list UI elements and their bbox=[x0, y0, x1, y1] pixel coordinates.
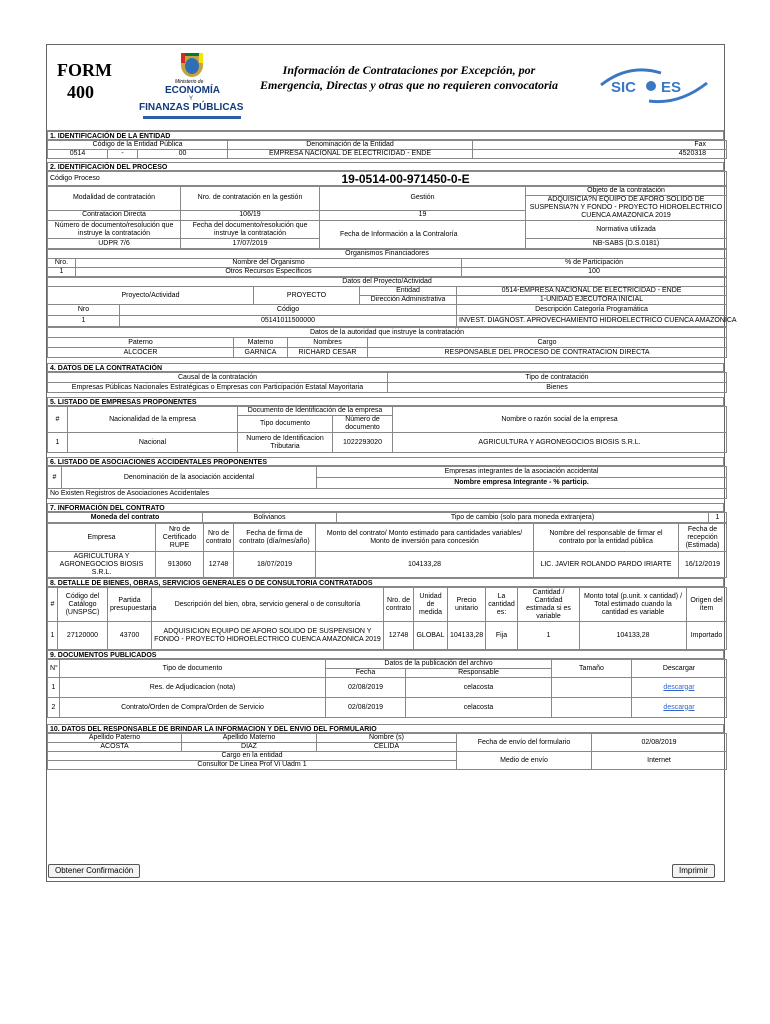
medio-envio-value: Internet bbox=[592, 752, 727, 770]
process-code-label: Código Proceso bbox=[48, 172, 128, 186]
entity-fax: 4520318 bbox=[473, 150, 727, 159]
nro-doc-label: Número de documento/resolución que instruye la contratación bbox=[48, 221, 181, 239]
org-row-porc: 100 bbox=[462, 268, 727, 277]
ministry-amp: Y bbox=[189, 96, 194, 102]
table-row bbox=[48, 678, 727, 698]
resp-cargo-label: Cargo en la entidad bbox=[48, 752, 457, 761]
ministry-color-band bbox=[143, 116, 241, 119]
doc-col-datos: Datos de la publicación del archivo bbox=[326, 660, 552, 669]
entity-name: EMPRESA NACIONAL DE ELECTRICIDAD - ENDE bbox=[228, 150, 473, 159]
contrato-row-monto: 104133,28 bbox=[316, 552, 534, 578]
causal-value: Empresas Públicas Nacionales Estratégicas o Empresas con Participación Estatal Mayoritaria bbox=[48, 383, 388, 393]
doc-row1-tipo: Res. de Adjudicacion (nota) bbox=[60, 678, 326, 698]
resp-materno: DIAZ bbox=[182, 743, 317, 752]
det-col-catalogo: Código del Catálogo (UNSPSC) bbox=[58, 588, 108, 622]
section-8-heading: 8. DETALLE DE BIENES, OBRAS, SERVICIOS GENERALES O DE CONSULTORIA CONTRATADOS bbox=[47, 578, 724, 587]
emp-col-tipo-doc: Tipo documento bbox=[238, 416, 333, 433]
asociaciones-table bbox=[47, 466, 727, 499]
responsable-table bbox=[47, 733, 727, 770]
download-link[interactable]: descargar bbox=[663, 683, 695, 691]
objeto-value: ADQUISICIA?N EQUIPO DE AFORO SOLIDO DE SUSPENSIA?N Y FONDO - PROYECTO HIDROELECTRICO CUENCA AMAZONICA 2019 bbox=[526, 196, 727, 221]
org-col-nro: Nro. bbox=[48, 259, 76, 268]
sicoes-logo-icon bbox=[599, 65, 709, 105]
asoc-col-denom: Denominación de la asociación accidental bbox=[62, 467, 317, 489]
doc-row2-resp: celacosta bbox=[406, 698, 552, 718]
det-row-precio: 104133,28 bbox=[448, 622, 486, 650]
normativa-value: NB-SABS (D.S.0181) bbox=[526, 239, 727, 249]
contrato-table bbox=[47, 523, 727, 578]
det-col-precio: Precio unitario bbox=[448, 588, 486, 622]
cambio-label: Tipo de cambio (solo para moneda extranjera) bbox=[337, 513, 709, 523]
emp-col-num: # bbox=[48, 407, 68, 433]
org-row-nombre: Otros Recursos Específicos bbox=[76, 268, 462, 277]
proyecto-table bbox=[47, 277, 737, 327]
cambio-value: 1 bbox=[709, 513, 727, 523]
contrato-col-empresa: Empresa bbox=[48, 524, 156, 552]
aut-row-paterno: ALCOCER bbox=[48, 348, 234, 358]
table-row bbox=[48, 698, 727, 718]
svg-text:SIC: SIC bbox=[611, 79, 637, 96]
entity-fax-header: Fax bbox=[473, 141, 727, 150]
autoridad-label: Datos de la autoridad que instruye la contratación bbox=[48, 328, 727, 338]
doc-row2-fecha: 02/08/2019 bbox=[326, 698, 406, 718]
moneda-value: Bolivianos bbox=[203, 513, 337, 523]
aut-row-materno: GARNICA bbox=[234, 348, 288, 358]
det-row-origen: Importado bbox=[687, 622, 727, 650]
contrato-row-empresa: AGRICULTURA Y AGRONEGOCIOS BIOSIS S.R.L. bbox=[48, 552, 156, 578]
normativa-label: Normativa utilizada bbox=[526, 221, 727, 239]
org-fin-label: Organismos Financiadores bbox=[48, 250, 727, 259]
proy-act-value: PROYECTO bbox=[254, 287, 360, 305]
nro-gestion-value: 106/19 bbox=[181, 210, 320, 220]
emp-row-razon: AGRICULTURA Y AGRONEGOCIOS BIOSIS S.R.L. bbox=[393, 433, 727, 453]
fecha-contraloria-label: Fecha de Información a la Contraloría bbox=[320, 221, 526, 249]
obtener-confirmacion-button[interactable]: Obtener Confirmación bbox=[48, 864, 140, 878]
entity-code-1: 0514 bbox=[48, 150, 108, 159]
emp-col-nac: Nacionalidad de la empresa bbox=[68, 407, 238, 433]
det-col-tipo-cantidad: La cantidad es: bbox=[486, 588, 518, 622]
emp-row-nac: Nacional bbox=[68, 433, 238, 453]
det-row-tipo-cantidad: Fija bbox=[486, 622, 518, 650]
moneda-label: Moneda del contrato bbox=[48, 513, 203, 523]
contrato-col-rupe: Nro de Certificado RUPE bbox=[156, 524, 204, 552]
resp-paterno-label: Apellido Paterno bbox=[48, 734, 182, 743]
section-4-heading: 4. DATOS DE LA CONTRATACIÓN bbox=[47, 363, 724, 372]
det-row-num: 1 bbox=[48, 622, 58, 650]
emp-col-doc: Documento de Identificación de la empresa bbox=[238, 407, 393, 416]
det-row-cantidad: 1 bbox=[518, 622, 580, 650]
causal-label: Causal de la contratación bbox=[48, 373, 388, 383]
doc-row2-tam bbox=[552, 698, 632, 718]
resp-materno-label: Apellido Materno bbox=[182, 734, 317, 743]
contrato-col-fecha: Fecha de firma de contrato (día/mes/año) bbox=[234, 524, 316, 552]
contratacion-table bbox=[47, 372, 727, 393]
prog-row-codigo: 05141011500000 bbox=[120, 316, 457, 327]
aut-col-nombres: Nombres bbox=[288, 338, 368, 348]
sicoes-logo bbox=[599, 65, 709, 105]
emp-col-razon: Nombre o razón social de la empresa bbox=[393, 407, 727, 433]
det-row-descripcion: ADQUISICION EQUIPO DE AFORO SOLIDO DE SUSPENSION Y FONDO - PROYECTO HIDROELECTRICO CUENCA AMAZONICA 2019 bbox=[152, 622, 384, 650]
asoc-col-integrante: Nombre empresa Integrante - % particip. bbox=[317, 478, 727, 489]
prog-col-codigo: Código bbox=[120, 305, 457, 316]
aut-row-cargo: RESPONSABLE DEL PROCESO DE CONTRATACION DIRECTA bbox=[368, 348, 727, 358]
section-5-heading: 5. LISTADO DE EMPRESAS PROPONENTES bbox=[47, 397, 724, 406]
doc-col-tam: Tamaño bbox=[552, 660, 632, 678]
contrato-col-responsable: Nombre del responsable de firmar el contrato por la entidad pública bbox=[534, 524, 679, 552]
entidad-label: Entidad bbox=[360, 287, 457, 296]
ministry-logo bbox=[137, 51, 247, 127]
entity-code-2: 00 bbox=[138, 150, 228, 159]
org-row-nro: 1 bbox=[48, 268, 76, 277]
proy-act-label: Proyecto/Actividad bbox=[48, 287, 254, 305]
modalidad-value: Contratacion Directa bbox=[48, 210, 181, 220]
doc-row1-desc-cell bbox=[632, 678, 727, 698]
section-6-heading: 6. LISTADO DE ASOCIACIONES ACCIDENTALES PROPONENTES bbox=[47, 457, 724, 466]
det-row-contrato: 12748 bbox=[384, 622, 414, 650]
doc-row2-n: 2 bbox=[48, 698, 60, 718]
form-header bbox=[47, 45, 724, 131]
prog-col-desc: Descripción Categoría Programática bbox=[457, 305, 727, 316]
form-number-box bbox=[57, 59, 112, 103]
dir-admin-value: 1-UNIDAD EJECUTORA INICIAL bbox=[457, 296, 727, 305]
contrato-col-nro: Nro de contrato bbox=[204, 524, 234, 552]
contrato-row-fecha: 18/07/2019 bbox=[234, 552, 316, 578]
form-number: 400 bbox=[67, 82, 94, 102]
prog-row-desc: INVEST. DIAGNOST. APROVECHAMIENTO HIDROELECTRICO CUENCA AMAZONICA bbox=[457, 316, 727, 327]
datos-proyecto-label: Datos del Proyecto/Actividad bbox=[48, 278, 727, 287]
medio-envio-label: Medio de envío bbox=[457, 752, 592, 770]
det-col-cantidad: Cantidad / Cantidad estimada si es variable bbox=[518, 588, 580, 622]
modalidad-label: Modalidad de contratación bbox=[48, 187, 181, 211]
det-col-num: # bbox=[48, 588, 58, 622]
det-row-unidad: GLOBAL bbox=[414, 622, 448, 650]
form-label: FORM bbox=[57, 60, 112, 80]
emp-row-doc: 1022293020 bbox=[333, 433, 393, 453]
det-col-monto: Monto total (p.unit. x cantidad) / Total estimado cuando la cantidad es variable bbox=[580, 588, 687, 622]
process-code: 19-0514-00-971450-0-E bbox=[128, 172, 727, 186]
emp-row-num: 1 bbox=[48, 433, 68, 453]
imprimir-button[interactable]: Imprimir bbox=[672, 864, 715, 878]
tipo-contratacion-value: Bienes bbox=[388, 383, 727, 393]
aut-row-nombres: RICHARD CESAR bbox=[288, 348, 368, 358]
aut-col-materno: Materno bbox=[234, 338, 288, 348]
doc-row2-desc-cell bbox=[632, 698, 727, 718]
resp-cargo: Consultor De Linea Prof Vi Uadm 1 bbox=[48, 761, 457, 770]
entity-table bbox=[47, 140, 727, 159]
asoc-empty: No Existen Registros de Asociaciones Accidentales bbox=[48, 489, 727, 499]
doc-row2-tipo: Contrato/Orden de Compra/Orden de Servicio bbox=[60, 698, 326, 718]
ministry-line1: ECONOMÍA bbox=[165, 85, 220, 96]
doc-row1-tam bbox=[552, 678, 632, 698]
det-col-partida: Partida presupuestaria bbox=[108, 588, 152, 622]
det-row-partida: 43700 bbox=[108, 622, 152, 650]
asoc-col-integrantes: Empresas integrantes de la asociación accidental bbox=[317, 467, 727, 478]
det-col-contrato: Nro. de contrato bbox=[384, 588, 414, 622]
section-7-heading: 7. INFORMACIÓN DEL CONTRATO bbox=[47, 503, 724, 512]
emp-col-num-doc: Número de documento bbox=[333, 416, 393, 433]
aut-col-paterno: Paterno bbox=[48, 338, 234, 348]
entidad-value: 0514-EMPRESA NACIONAL DE ELECTRICIDAD - ENDE bbox=[457, 287, 727, 296]
det-row-monto: 104133,28 bbox=[580, 622, 687, 650]
contrato-row-responsable: LIC. JAVIER ROLANDO PARDO IRIARTE bbox=[534, 552, 679, 578]
ministry-line2: FINANZAS PÚBLICAS bbox=[139, 102, 244, 113]
det-col-origen: Origen del ítem bbox=[687, 588, 727, 622]
det-row-catalogo: 27120000 bbox=[58, 622, 108, 650]
asoc-col-num: # bbox=[48, 467, 62, 489]
entity-name-header: Denominación de la Entidad bbox=[228, 141, 473, 150]
process-code-table bbox=[47, 171, 727, 186]
doc-col-desc: Descargar bbox=[632, 660, 727, 678]
contrato-row-rupe: 913060 bbox=[156, 552, 204, 578]
prog-row-nro: 1 bbox=[48, 316, 120, 327]
form-title: Información de Contrataciones por Excepción, por Emergencia, Directas y otras que no requieren convocatoria bbox=[260, 63, 558, 92]
entity-code-dash: - bbox=[108, 150, 138, 159]
resp-nombres-label: Nombre (s) bbox=[317, 734, 457, 743]
det-col-descripcion: Descripción del bien, obra, servicio general o de consultoría bbox=[152, 588, 384, 622]
section-9-heading: 9. DOCUMENTOS PUBLICADOS bbox=[47, 650, 724, 659]
nro-gestion-label: Nro. de contratación en la gestión bbox=[181, 187, 320, 211]
fecha-doc-value: 17/07/2019 bbox=[181, 239, 320, 249]
contrato-col-monto: Monto del contrato/ Monto estimado para cantidades variables/ Monto de inversión para concesión bbox=[316, 524, 534, 552]
doc-row1-fecha: 02/08/2019 bbox=[326, 678, 406, 698]
resp-paterno: ACOSTA bbox=[48, 743, 182, 752]
entity-code-header: Código de la Entidad Pública bbox=[48, 141, 228, 150]
gestion-value: 19 bbox=[320, 210, 526, 220]
prog-col-nro: Nro bbox=[48, 305, 120, 316]
objeto-label: Objeto de la contratación bbox=[526, 187, 727, 196]
section-1-heading: 1. IDENTIFICACIÓN DE LA ENTIDAD bbox=[47, 131, 724, 140]
gestion-label: Gestión bbox=[320, 187, 526, 211]
doc-col-fecha: Fecha bbox=[326, 669, 406, 678]
emp-row-tipo: Numero de Identificacion Tributaria bbox=[238, 433, 333, 453]
organismos-table bbox=[47, 249, 727, 277]
empresas-table bbox=[47, 406, 727, 453]
org-col-porc: % de Participación bbox=[462, 259, 727, 268]
doc-col-n: N° bbox=[48, 660, 60, 678]
aut-col-cargo: Cargo bbox=[368, 338, 727, 348]
dir-admin-label: Dirección Administrativa bbox=[360, 296, 457, 305]
doc-col-resp: Responsable bbox=[406, 669, 552, 678]
contrato-row-recepcion: 16/12/2019 bbox=[679, 552, 727, 578]
download-link[interactable]: descargar bbox=[663, 703, 695, 711]
contrato-row-nro: 12748 bbox=[204, 552, 234, 578]
org-col-nombre: Nombre del Organismo bbox=[76, 259, 462, 268]
moneda-table bbox=[47, 512, 727, 523]
ministry-small-text: Ministerio de bbox=[175, 79, 204, 85]
detalle-table bbox=[47, 587, 727, 650]
form-frame bbox=[46, 44, 737, 882]
process-details-table bbox=[47, 186, 727, 249]
contrato-col-recepcion: Fecha de recepción (Estimada) bbox=[679, 524, 727, 552]
autoridad-table bbox=[47, 327, 727, 358]
section-2-heading: 2. IDENTIFICACIÓN DEL PROCESO bbox=[47, 162, 724, 171]
det-col-unidad: Unidad de medida bbox=[414, 588, 448, 622]
doc-row1-resp: celacosta bbox=[406, 678, 552, 698]
fecha-doc-label: Fecha del documento/resolución que instruye la contratación bbox=[181, 221, 320, 239]
fecha-envio-value: 02/08/2019 bbox=[592, 734, 727, 752]
tipo-contratacion-label: Tipo de contratación bbox=[388, 373, 727, 383]
resp-nombres: CELIDA bbox=[317, 743, 457, 752]
svg-text:ES: ES bbox=[661, 79, 682, 96]
nro-doc-value: UDPR 7/6 bbox=[48, 239, 181, 249]
doc-row1-n: 1 bbox=[48, 678, 60, 698]
doc-col-tipo: Tipo de documento bbox=[60, 660, 326, 678]
documentos-table bbox=[47, 659, 727, 718]
fecha-envio-label: Fecha de envío del formulario bbox=[457, 734, 592, 752]
section-10-heading: 10. DATOS DEL RESPONSABLE DE BRINDAR LA INFORMACION Y DEL ENVIO DEL FORMULARIO bbox=[47, 724, 724, 733]
